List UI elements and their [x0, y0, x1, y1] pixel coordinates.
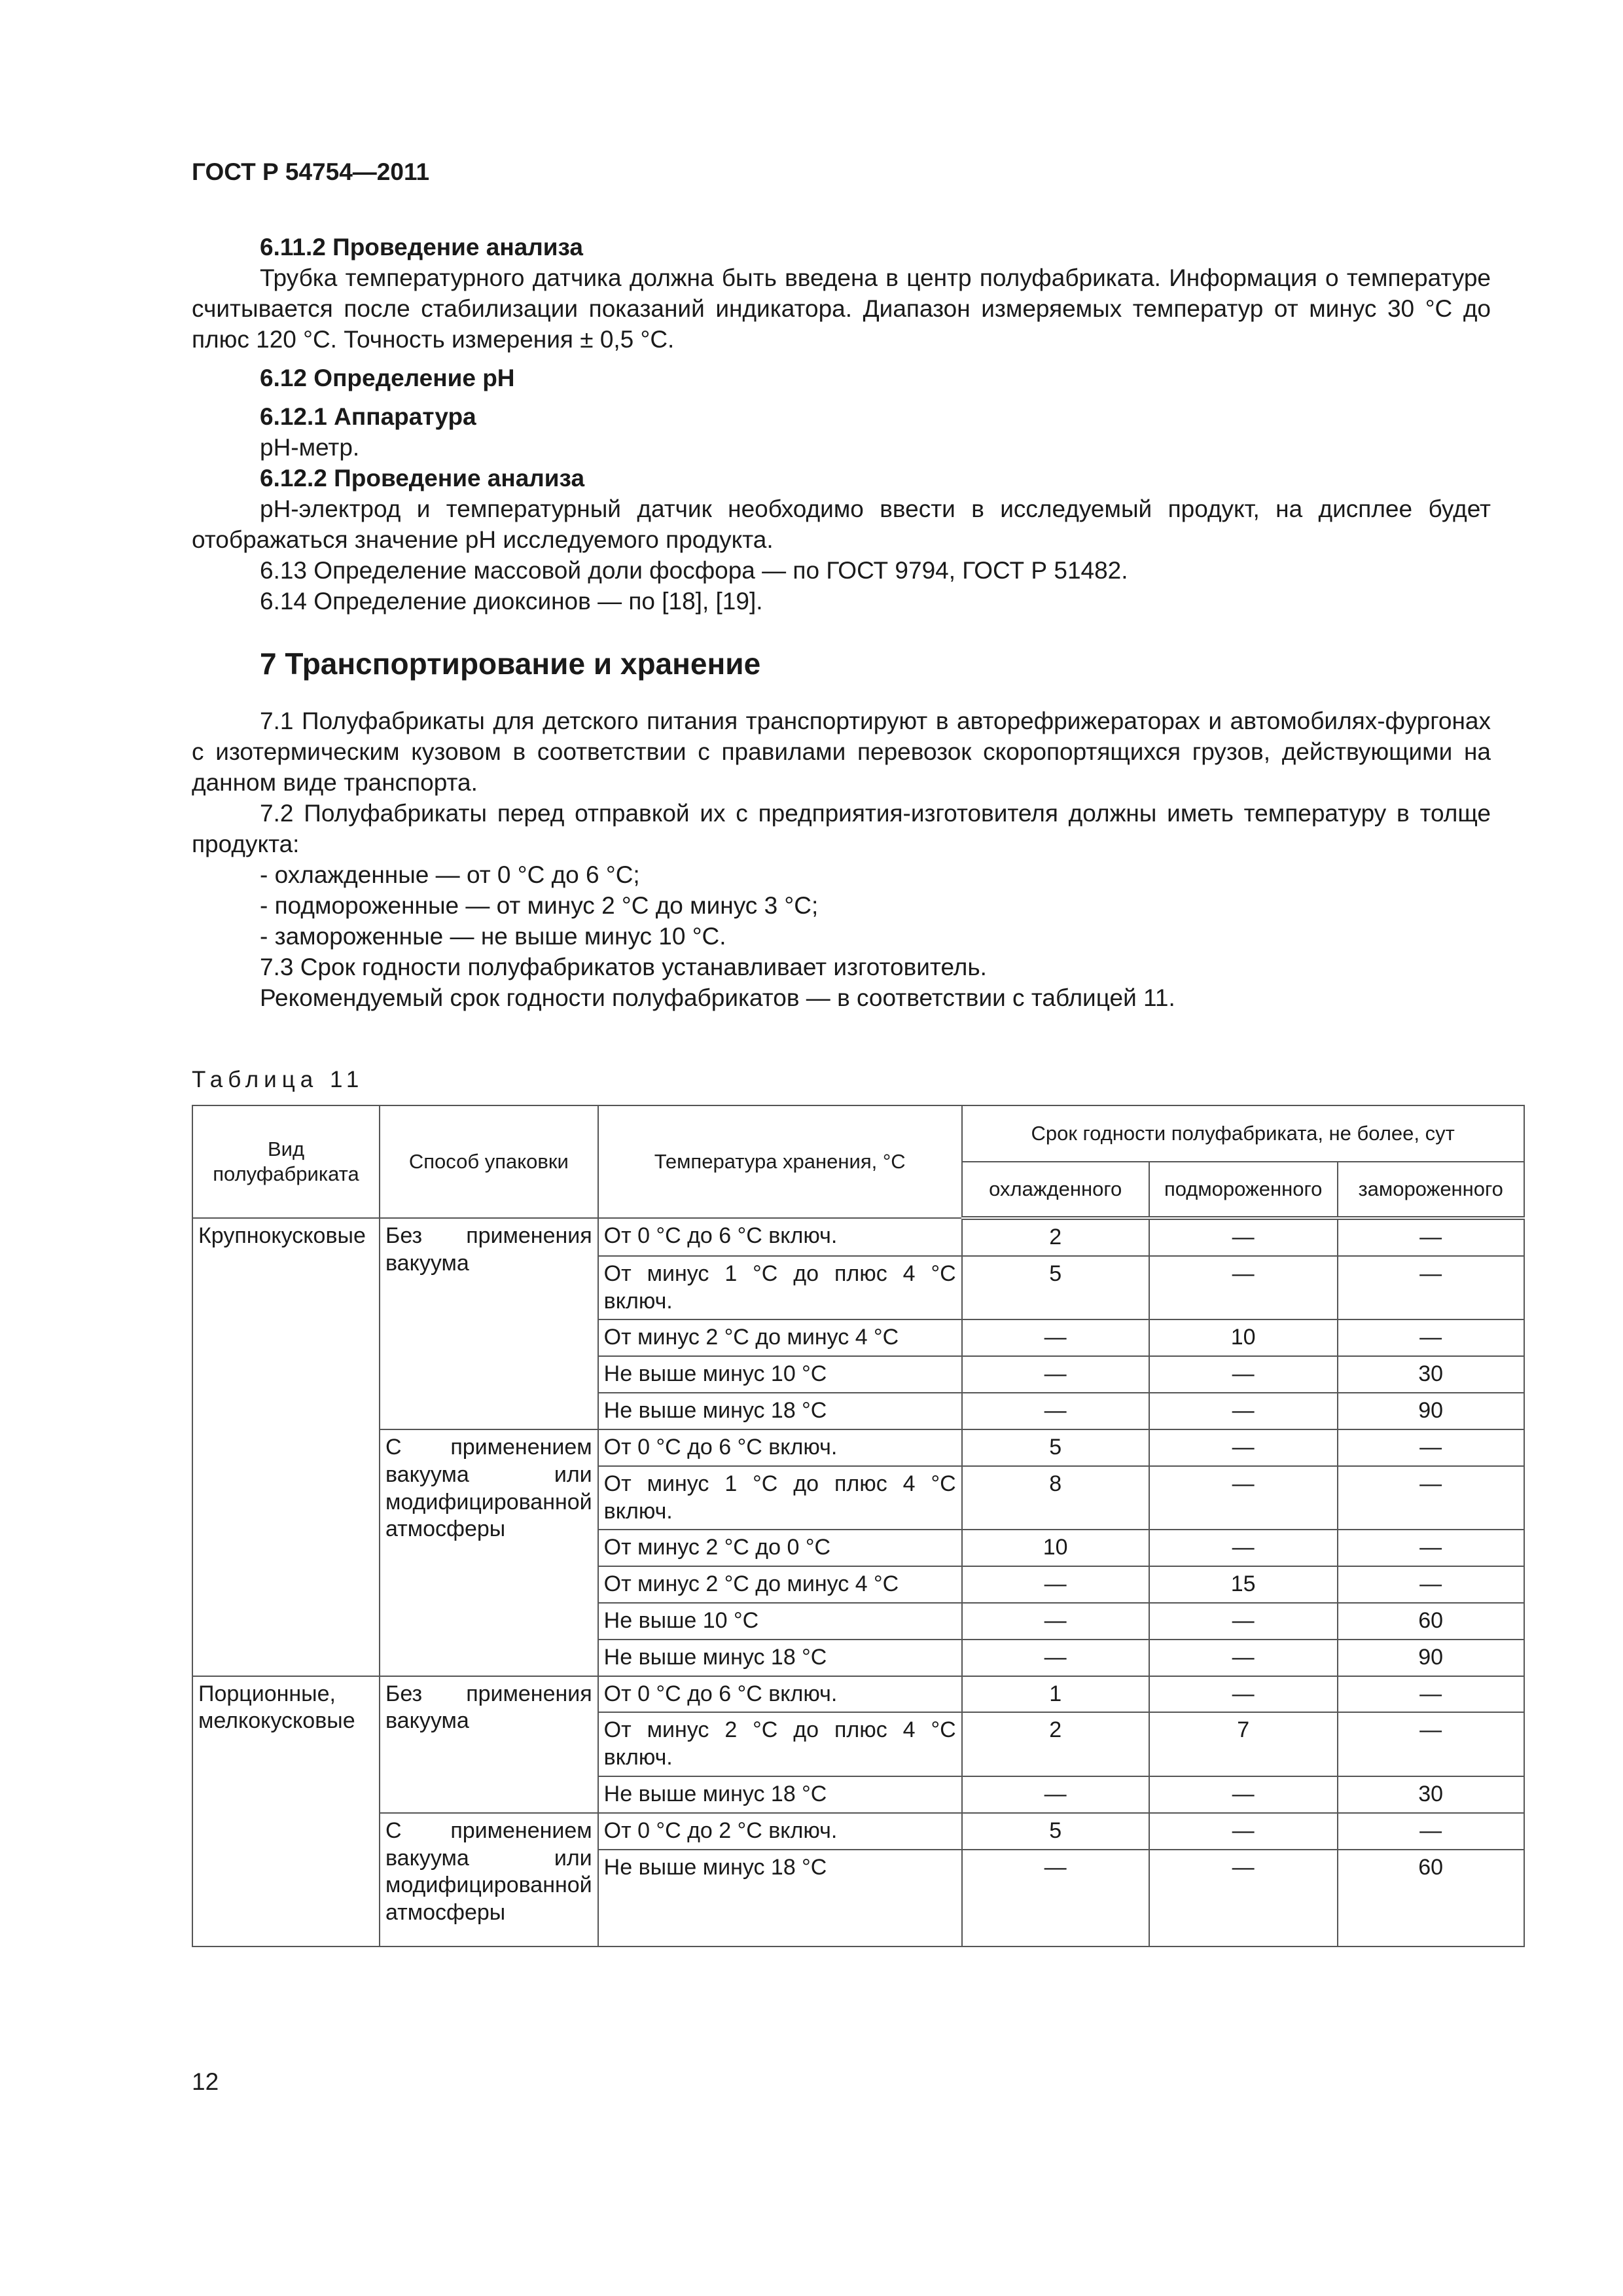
frozen-cell: —	[1338, 1466, 1524, 1530]
temp-cell: Не выше минус 18 °С	[598, 1640, 962, 1676]
frozen-cell: —	[1338, 1676, 1524, 1713]
list-item-subfrozen: - подмороженные — от минус 2 °С до минус 3 °С;	[260, 892, 819, 920]
header-packaging: Способ упаковки	[380, 1105, 598, 1218]
frozen-cell: 90	[1338, 1640, 1524, 1676]
frozen-cell: 60	[1338, 1603, 1524, 1640]
frozen-cell: —	[1338, 1218, 1524, 1256]
group-cell: Порционные, мелкокусковые	[192, 1676, 380, 1946]
section-6-12-1-body: pH-метр.	[260, 433, 360, 461]
subfrozen-cell: —	[1149, 1466, 1338, 1530]
document-body	[192, 232, 1491, 1014]
page-number: 12	[192, 2068, 219, 2095]
chilled-cell: 10	[962, 1530, 1149, 1566]
chilled-cell: —	[962, 1319, 1149, 1356]
temp-cell: От 0 °С до 6 °С включ.	[598, 1429, 962, 1466]
table-row	[192, 1218, 1524, 1256]
temp-cell: Не выше минус 18 °С	[598, 1393, 962, 1429]
document-header: ГОСТ Р 54754—2011	[192, 158, 430, 185]
chilled-cell: —	[962, 1776, 1149, 1813]
temp-cell: От 0 °С до 6 °С включ.	[598, 1676, 962, 1713]
header-frozen: замороженного	[1338, 1162, 1524, 1218]
temp-cell: От минус 2 °С до плюс 4 °С включ.	[598, 1712, 962, 1776]
chilled-cell: 8	[962, 1466, 1149, 1530]
temp-cell: От минус 2 °С до 0 °С	[598, 1530, 962, 1566]
frozen-cell: —	[1338, 1530, 1524, 1566]
section-6-12-1-title: 6.12.1 Аппаратура	[260, 403, 476, 430]
frozen-cell: —	[1338, 1566, 1524, 1603]
packaging-cell: С применением вакуума или модифицированной атмосферы	[380, 1813, 598, 1946]
subfrozen-cell: —	[1149, 1676, 1338, 1713]
table-caption: Таблица 11	[192, 1067, 365, 1092]
chilled-cell: 2	[962, 1712, 1149, 1776]
header-chilled: охлажденного	[962, 1162, 1149, 1218]
group-cell: Крупнокусковые	[192, 1218, 380, 1676]
subfrozen-cell: —	[1149, 1813, 1338, 1850]
chilled-cell: 1	[962, 1676, 1149, 1713]
header-type: Вид полуфабриката	[192, 1105, 380, 1218]
section-7-3-recommendation: Рекомендуемый срок годности полуфабрикатов — в соответствии с таблицей 11.	[260, 984, 1175, 1012]
frozen-cell: —	[1338, 1429, 1524, 1466]
table-row	[192, 1676, 1524, 1713]
packaging-cell: С применением вакуума или модифицированной атмосферы	[380, 1429, 598, 1676]
list-item-chilled: - охлажденные — от 0 °С до 6 °С;	[260, 861, 640, 889]
temp-cell: Не выше 10 °С	[598, 1603, 962, 1640]
section-7-1: 7.1 Полуфабрикаты для детского питания транспортируют в авторефрижераторах и автомобилях-фургонах с изотермическим кузовом в соответствии с правилами перевозок скоропортящихся грузов, действующими на данном виде транспорта.	[192, 708, 1491, 797]
subfrozen-cell: —	[1149, 1393, 1338, 1429]
header-temperature: Температура хранения, °С	[598, 1105, 962, 1218]
section-6-12-title: 6.12 Определение pH	[260, 364, 515, 391]
chilled-cell: —	[962, 1640, 1149, 1676]
temp-cell: От минус 1 °С до плюс 4 °С включ.	[598, 1256, 962, 1320]
subfrozen-cell: —	[1149, 1530, 1338, 1566]
header-subfrozen: подмороженного	[1149, 1162, 1338, 1218]
temp-cell: Не выше минус 18 °С	[598, 1776, 962, 1813]
section-6-11-2-title: 6.11.2 Проведение анализа	[260, 234, 583, 260]
section-7-title: 7 Транспортирование и хранение	[260, 646, 761, 681]
chilled-cell: 5	[962, 1256, 1149, 1320]
subfrozen-cell: 15	[1149, 1566, 1338, 1603]
temp-cell: От 0 °С до 2 °С включ.	[598, 1813, 962, 1850]
section-7-2: 7.2 Полуфабрикаты перед отправкой их с предприятия-изготовителя должны иметь температуру в толще продукта:	[192, 800, 1491, 858]
chilled-cell: —	[962, 1603, 1149, 1640]
chilled-cell: 2	[962, 1218, 1149, 1256]
subfrozen-cell: 7	[1149, 1712, 1338, 1776]
header-shelf-life: Срок годности полуфабриката, не более, сут	[962, 1105, 1524, 1162]
subfrozen-cell: 10	[1149, 1319, 1338, 1356]
chilled-cell: —	[962, 1850, 1149, 1946]
frozen-cell: —	[1338, 1319, 1524, 1356]
temp-cell: Не выше минус 18 °С	[598, 1850, 962, 1946]
list-item-frozen: - замороженные — не выше минус 10 °С.	[260, 923, 726, 950]
subfrozen-cell: —	[1149, 1429, 1338, 1466]
section-6-11-2-body: Трубка температурного датчика должна быть введена в центр полуфабриката. Информация о температуре считывается после стабилизации показаний индикатора. Диапазон измеряемых температур от минус 30 °С до плюс 120 °С. Точность измерения ± 0,5 °С.	[192, 264, 1491, 353]
packaging-cell: Без применения вакуума	[380, 1218, 598, 1429]
frozen-cell: 60	[1338, 1850, 1524, 1946]
chilled-cell: —	[962, 1356, 1149, 1393]
frozen-cell: 30	[1338, 1356, 1524, 1393]
temp-cell: От минус 2 °С до минус 4 °С	[598, 1319, 962, 1356]
section-6-14: 6.14 Определение диоксинов — по [18], [19].	[260, 587, 763, 615]
subfrozen-cell: —	[1149, 1356, 1338, 1393]
packaging-cell: Без применения вакуума	[380, 1676, 598, 1813]
temp-cell: От минус 1 °С до плюс 4 °С включ.	[598, 1466, 962, 1530]
subfrozen-cell: —	[1149, 1256, 1338, 1320]
chilled-cell: —	[962, 1566, 1149, 1603]
subfrozen-cell: —	[1149, 1850, 1338, 1946]
temp-cell: От 0 °С до 6 °С включ.	[598, 1218, 962, 1256]
subfrozen-cell: —	[1149, 1640, 1338, 1676]
table-row	[192, 1429, 1524, 1466]
frozen-cell: 90	[1338, 1393, 1524, 1429]
subfrozen-cell: —	[1149, 1603, 1338, 1640]
chilled-cell: 5	[962, 1813, 1149, 1850]
section-6-13: 6.13 Определение массовой доли фосфора — по ГОСТ 9794, ГОСТ Р 51482.	[260, 556, 1128, 584]
section-6-12-2-body: pH-электрод и температурный датчик необходимо ввести в исследуемый продукт, на дисплее будет отображаться значение pH исследуемого продукта.	[192, 495, 1491, 553]
frozen-cell: —	[1338, 1813, 1524, 1850]
frozen-cell: —	[1338, 1712, 1524, 1776]
shelf-life-table	[192, 1105, 1525, 1947]
chilled-cell: 5	[962, 1429, 1149, 1466]
frozen-cell: —	[1338, 1256, 1524, 1320]
frozen-cell: 30	[1338, 1776, 1524, 1813]
table-row	[192, 1813, 1524, 1850]
chilled-cell: —	[962, 1393, 1149, 1429]
temp-cell: Не выше минус 10 °С	[598, 1356, 962, 1393]
temp-cell: От минус 2 °С до минус 4 °С	[598, 1566, 962, 1603]
subfrozen-cell: —	[1149, 1776, 1338, 1813]
section-6-12-2-title: 6.12.2 Проведение анализа	[260, 464, 585, 492]
section-7-3: 7.3 Срок годности полуфабрикатов устанавливает изготовитель.	[260, 954, 987, 981]
subfrozen-cell: —	[1149, 1218, 1338, 1256]
